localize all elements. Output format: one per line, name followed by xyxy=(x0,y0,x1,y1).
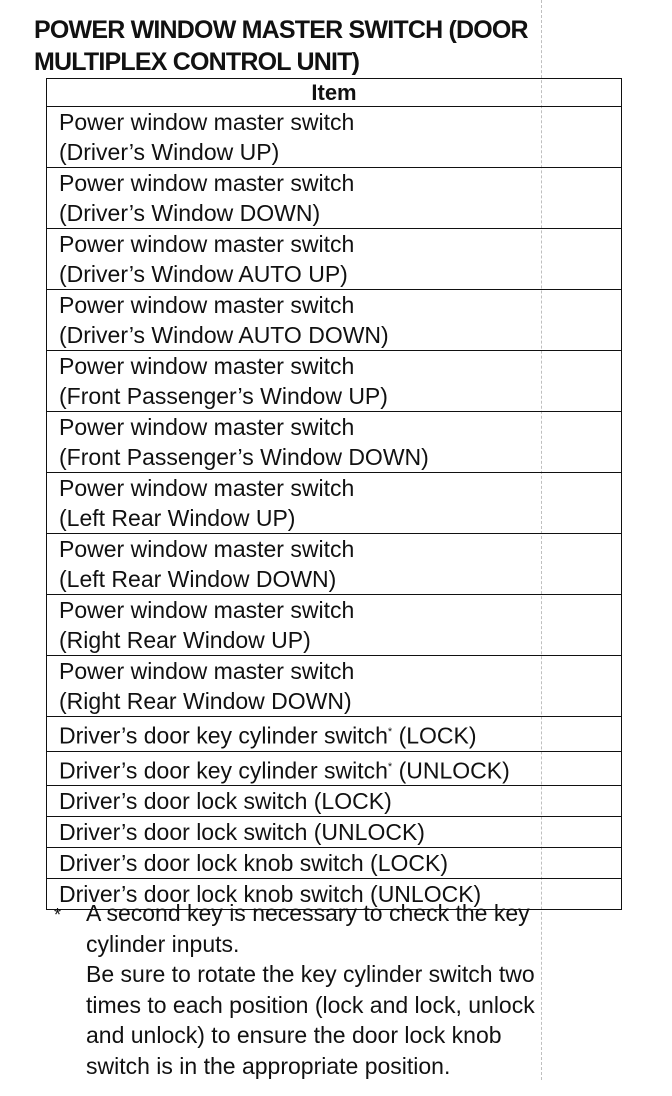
table-row xyxy=(47,786,622,817)
item-line-1: Power window master switch xyxy=(59,292,355,318)
table-cell xyxy=(47,848,622,879)
item-text: Driver’s door lock knob switch (UNLOCK) xyxy=(59,881,482,908)
table-row xyxy=(47,229,622,290)
item-text: Driver’s door key cylinder switch xyxy=(59,757,388,784)
footnote-line: cylinder inputs. xyxy=(86,930,240,957)
table-cell xyxy=(47,412,622,473)
table-row xyxy=(47,534,622,595)
table-cell xyxy=(47,351,622,412)
item-line-1: Power window master switch xyxy=(59,597,355,623)
footnote-marker: * xyxy=(387,760,393,773)
table-cell xyxy=(47,168,622,229)
footnote-line: switch is in the appropriate position. xyxy=(86,1052,451,1079)
table-cell xyxy=(47,473,622,534)
item-line-2: (Left Rear Window UP) xyxy=(59,505,296,531)
item-table xyxy=(46,78,622,910)
table-row xyxy=(47,107,622,168)
table-cell xyxy=(47,107,622,168)
table-row xyxy=(47,168,622,229)
item-line-2: (Driver’s Window UP) xyxy=(59,139,280,165)
footnote-line: times to each position (lock and lock, unlock xyxy=(86,991,535,1018)
item-line-2: (Right Rear Window UP) xyxy=(59,627,311,653)
footnote-line: Be sure to rotate the key cylinder switch two xyxy=(86,961,535,987)
table-cell xyxy=(47,717,622,752)
item-line-2: (Left Rear Window DOWN) xyxy=(59,566,337,592)
table-row xyxy=(47,290,622,351)
footnote-line: and unlock) to ensure the door lock knob xyxy=(86,1022,502,1048)
table-row xyxy=(47,595,622,656)
item-text: Driver’s door lock switch (LOCK) xyxy=(59,788,392,815)
table-row xyxy=(47,412,622,473)
item-line-1: Power window master switch xyxy=(59,536,355,562)
item-text: Driver’s door lock knob switch (LOCK) xyxy=(59,850,448,877)
column-header-item: Item xyxy=(47,79,622,107)
table-row xyxy=(47,473,622,534)
item-line-2: (Front Passenger’s Window DOWN) xyxy=(59,444,429,470)
table-cell xyxy=(47,595,622,656)
table-cell xyxy=(47,817,622,848)
footnote-marker: * xyxy=(387,726,393,738)
table-row xyxy=(47,817,622,848)
table-header-row xyxy=(47,79,622,107)
page-title xyxy=(34,14,574,78)
item-text: Driver’s door lock switch (UNLOCK) xyxy=(59,819,425,846)
item-line-1: Power window master switch xyxy=(59,353,355,379)
item-line-2: (Driver’s Window AUTO UP) xyxy=(59,261,348,287)
item-line-2: (Driver’s Window DOWN) xyxy=(59,200,321,226)
item-line-1: Power window master switch xyxy=(59,658,355,684)
item-line-2: (Driver’s Window AUTO DOWN) xyxy=(59,322,389,348)
item-line-1: Power window master switch xyxy=(59,170,355,196)
table-row xyxy=(47,351,622,412)
table-cell xyxy=(47,751,622,786)
table-cell xyxy=(47,534,622,595)
table-cell xyxy=(47,229,622,290)
footnote-line: A second key is necessary to check the key xyxy=(86,900,530,926)
footnote xyxy=(54,898,614,1081)
item-line-1: Power window master switch xyxy=(59,475,355,501)
table-row xyxy=(47,848,622,879)
item-line-1: Power window master switch xyxy=(59,414,355,440)
item-text: Driver’s door key cylinder switch xyxy=(59,722,388,749)
item-line-2: (Right Rear Window DOWN) xyxy=(59,688,352,714)
title-line-1: POWER WINDOW MASTER SWITCH (DOOR xyxy=(34,16,528,44)
item-text-suffix: (LOCK) xyxy=(392,722,477,749)
item-text-suffix: (UNLOCK) xyxy=(392,757,510,784)
table-row xyxy=(47,751,622,786)
table-cell xyxy=(47,656,622,717)
table-cell xyxy=(47,290,622,351)
title-line-2: MULTIPLEX CONTROL UNIT) xyxy=(34,48,360,76)
table-cell xyxy=(47,786,622,817)
item-line-1: Power window master switch xyxy=(59,231,355,257)
item-line-1: Power window master switch xyxy=(59,109,355,135)
table-row xyxy=(47,717,622,752)
footnote-body xyxy=(86,898,614,1081)
footnote-asterisk: * xyxy=(54,905,62,925)
table-row xyxy=(47,656,622,717)
item-line-2: (Front Passenger’s Window UP) xyxy=(59,383,388,409)
